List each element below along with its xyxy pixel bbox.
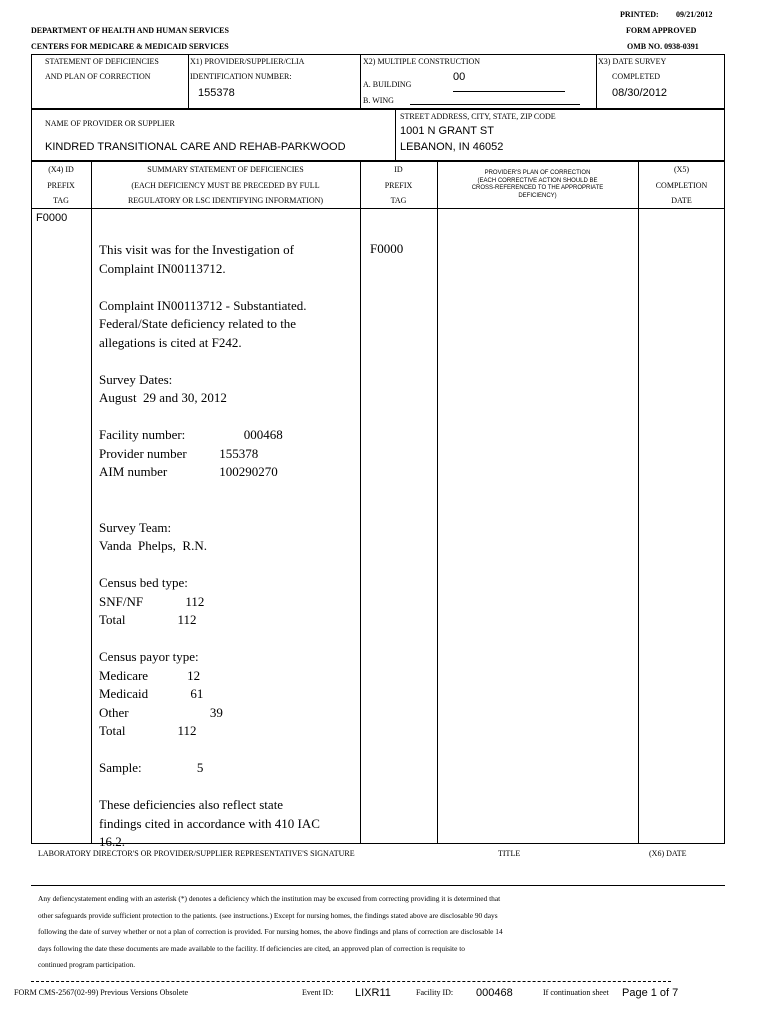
disclaimer-line: following the date of survey whether or not a plan of correction is provided. For nursing homes, the above findings and plans of correction are disclosable 14 bbox=[38, 927, 503, 936]
form-approved: FORM APPROVED bbox=[626, 26, 697, 35]
date-header: DATE bbox=[671, 196, 692, 205]
multiple-construction-label: X2) MULTIPLE CONSTRUCTION bbox=[363, 57, 481, 66]
summary-line bbox=[99, 500, 320, 519]
summary-line: Census payor type: bbox=[99, 649, 199, 664]
summary-line: Complaint IN00113712. bbox=[99, 260, 226, 276]
summary-line: Total 112 bbox=[99, 723, 197, 738]
summary-line: Census bed type: bbox=[99, 575, 188, 590]
summary-line: allegations is cited at F242. bbox=[99, 334, 242, 350]
cms-name: CENTERS FOR MEDICARE & MEDICAID SERVICES bbox=[31, 42, 229, 51]
date-survey-label: X3) DATE SURVEY bbox=[598, 57, 667, 66]
prefix-tag-value: F0000 bbox=[36, 212, 68, 224]
continuation-label: If continuation sheet bbox=[543, 988, 609, 997]
event-id-label: Event ID: bbox=[302, 988, 334, 997]
provider-clia-label: X1) PROVIDER/SUPPLIER/CLIA bbox=[190, 57, 305, 66]
summary-line: Provider number 155378 bbox=[99, 445, 259, 461]
summary-line: Federal/State deficiency related to the bbox=[99, 316, 297, 331]
summary-line bbox=[99, 630, 320, 649]
plan-header-2: (EACH CORRECTIVE ACTION SHOULD BE bbox=[477, 177, 598, 184]
id-prefix-header: PREFIX bbox=[384, 181, 413, 190]
id-tag-header: TAG bbox=[390, 196, 407, 205]
statement-label-2: AND PLAN OF CORRECTION bbox=[45, 72, 151, 81]
summary-line: Medicaid 61 bbox=[99, 686, 204, 701]
disclaimer-line: other safeguards provide sufficient protection to the patients. (see instructions.) Except for nursing homes, the findings stated above are disclosable 90 days bbox=[38, 910, 498, 920]
plan-header-4: DEFICIENCY) bbox=[518, 192, 557, 199]
summary-line: findings cited in accordance with 410 IAC bbox=[99, 815, 320, 831]
id-tag-value: F0000 bbox=[370, 241, 404, 256]
disclaimer-line: days following the date these documents are made available to the facility. If deficiencies are cited, an approved plan of correction is requisite to bbox=[38, 943, 465, 953]
summary-line bbox=[99, 482, 320, 501]
printed-label: PRINTED: bbox=[620, 10, 659, 19]
summary-line: AIM number 100290270 bbox=[99, 464, 278, 479]
summary-line: Facility number: 000468 bbox=[99, 427, 283, 442]
disclaimer-text bbox=[38, 891, 503, 974]
plan-header-1: PROVIDER'S PLAN OF CORRECTION bbox=[484, 170, 591, 176]
summary-header-1: SUMMARY STATEMENT OF DEFICIENCIES bbox=[147, 165, 304, 174]
summary-line: Survey Dates: bbox=[99, 371, 173, 387]
completion-header: COMPLETION bbox=[655, 181, 708, 190]
summary-line: Survey Team: bbox=[99, 519, 172, 535]
summary-line: Vanda Phelps, R.N. bbox=[99, 538, 207, 553]
form-number: FORM CMS-2567(02-99) Previous Versions Obsolete bbox=[14, 988, 189, 997]
plan-header-3: CROSS-REFERENCED TO THE APPROPRIATE bbox=[471, 185, 604, 191]
summary-line bbox=[99, 278, 320, 297]
building-label: A. BUILDING bbox=[363, 80, 412, 89]
survey-date-value: 08/30/2012 bbox=[612, 87, 668, 99]
identification-number-label: IDENTIFICATION NUMBER: bbox=[190, 72, 292, 81]
summary-line: These deficiencies also reflect state bbox=[99, 797, 284, 812]
summary-line: Total 112 bbox=[99, 612, 197, 627]
facility-id-label: Facility ID: bbox=[416, 988, 454, 997]
summary-line: SNF/NF 112 bbox=[99, 593, 205, 609]
summary-line: Medicare 12 bbox=[99, 667, 201, 683]
summary-line bbox=[99, 408, 320, 427]
department-name: DEPARTMENT OF HEALTH AND HUMAN SERVICES bbox=[31, 26, 229, 35]
completed-label: COMPLETED bbox=[612, 72, 660, 81]
summary-line bbox=[99, 556, 320, 575]
x4-prefix-header: PREFIX bbox=[47, 181, 75, 190]
event-id-value: LIXR11 bbox=[355, 987, 391, 999]
plan-header bbox=[437, 170, 638, 200]
printed-date: 09/21/2012 bbox=[676, 10, 713, 19]
summary-line bbox=[99, 741, 320, 760]
summary-line: 16.2. bbox=[99, 834, 125, 849]
disclaimer-line: continued program participation. bbox=[38, 960, 136, 969]
title-label: TITLE bbox=[498, 849, 521, 858]
deficiency-summary-text bbox=[99, 241, 320, 852]
summary-line: Complaint IN00113712 - Substantiated. bbox=[99, 297, 307, 313]
provider-id-value: 155378 bbox=[198, 87, 235, 99]
building-value: 00 bbox=[453, 71, 466, 83]
summary-line: This visit was for the Investigation of bbox=[99, 242, 294, 257]
summary-line: Other 39 bbox=[99, 704, 223, 720]
provider-name-value: KINDRED TRANSITIONAL CARE AND REHAB-PARKWOOD bbox=[45, 141, 346, 153]
x6-date-label: (X6) DATE bbox=[649, 849, 687, 858]
summary-header-2: (EACH DEFICIENCY MUST BE PRECEDED BY FULL bbox=[131, 181, 320, 190]
x5-header: (X5) bbox=[673, 165, 690, 174]
statement-label-1: STATEMENT OF DEFICIENCIES bbox=[45, 57, 159, 66]
summary-line bbox=[99, 778, 320, 797]
summary-header-3: REGULATORY OR LSC IDENTIFYING INFORMATION) bbox=[127, 196, 324, 205]
address-label: STREET ADDRESS, CITY, STATE, ZIP CODE bbox=[400, 112, 556, 121]
facility-id-value: 000468 bbox=[476, 987, 513, 999]
address-line-2: LEBANON, IN 46052 bbox=[400, 141, 504, 153]
disclaimer-line: Any defiencystatement ending with an asterisk (*) denotes a deficiency which the institution may be excused from correcting providing it is determined that bbox=[38, 894, 501, 903]
page-number: Page 1 of 7 bbox=[622, 987, 679, 999]
summary-line: Sample: 5 bbox=[99, 760, 204, 775]
summary-line bbox=[99, 352, 320, 371]
omb-number: OMB NO. 0938-0391 bbox=[627, 42, 699, 51]
provider-block bbox=[31, 109, 725, 161]
x4-id-header: (X4) ID bbox=[48, 165, 74, 174]
provider-name-label: NAME OF PROVIDER OR SUPPLIER bbox=[45, 119, 175, 128]
wing-label: B. WING bbox=[363, 96, 394, 105]
id-header: ID bbox=[394, 165, 403, 174]
address-line-1: 1001 N GRANT ST bbox=[400, 125, 494, 137]
summary-line: August 29 and 30, 2012 bbox=[99, 390, 227, 405]
signature-label: LABORATORY DIRECTOR'S OR PROVIDER/SUPPLIER REPRESENTATIVE'S SIGNATURE bbox=[38, 849, 355, 858]
x4-tag-header: TAG bbox=[53, 196, 69, 205]
